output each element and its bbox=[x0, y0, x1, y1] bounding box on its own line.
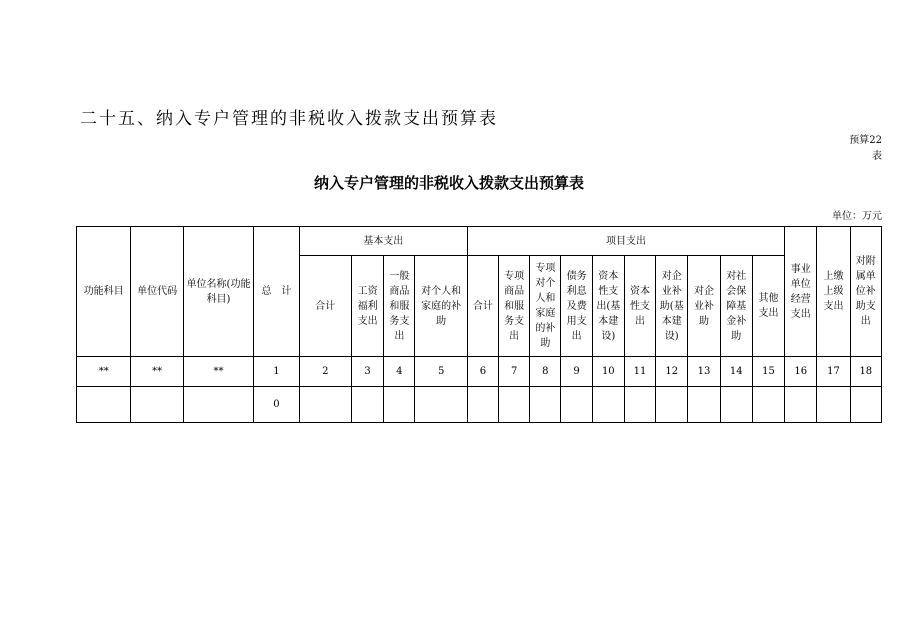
header-upper-remit: 上缴上级支出 bbox=[817, 227, 850, 357]
section-title: 二十五、纳入专户管理的非税收入拨款支出预算表 bbox=[80, 109, 498, 129]
header-basic-sum: 合计 bbox=[299, 256, 351, 357]
header-enterprise: 对企业补助 bbox=[688, 256, 720, 357]
header-total: 总 计 bbox=[254, 227, 299, 357]
index-cell: 7 bbox=[499, 357, 530, 387]
data-cell bbox=[850, 387, 881, 423]
header-goods: 一般商品和服务支出 bbox=[384, 256, 415, 357]
index-cell: ** bbox=[183, 357, 254, 387]
header-project-goods: 专项商品和服务支出 bbox=[499, 256, 530, 357]
index-cell: 12 bbox=[656, 357, 688, 387]
index-cell: 17 bbox=[817, 357, 850, 387]
form-number-line1: 预算22 bbox=[849, 135, 882, 146]
header-business-operation: 事业单位经营支出 bbox=[785, 227, 817, 357]
header-row-1 bbox=[77, 227, 882, 256]
data-cell bbox=[624, 387, 655, 423]
index-cell: 14 bbox=[720, 357, 752, 387]
data-cell bbox=[785, 387, 817, 423]
data-cell bbox=[530, 387, 561, 423]
form-number bbox=[822, 133, 882, 165]
index-cell: 11 bbox=[624, 357, 655, 387]
header-debt: 债务利息及费用支出 bbox=[561, 256, 592, 357]
index-cell: 8 bbox=[530, 357, 561, 387]
budget-table bbox=[76, 226, 882, 423]
header-enterprise-build: 对企业补助(基本建设) bbox=[656, 256, 688, 357]
index-cell: 15 bbox=[752, 357, 784, 387]
header-capital-build: 资本性支出(基本建设) bbox=[592, 256, 624, 357]
index-cell: 10 bbox=[592, 357, 624, 387]
data-cell bbox=[351, 387, 383, 423]
data-cell bbox=[415, 387, 467, 423]
data-cell bbox=[688, 387, 720, 423]
data-cell bbox=[656, 387, 688, 423]
index-cell: 2 bbox=[299, 357, 351, 387]
header-project-expenditure: 项目支出 bbox=[467, 227, 784, 256]
data-cell bbox=[817, 387, 850, 423]
index-cell: 13 bbox=[688, 357, 720, 387]
header-social-security: 对社会保障基金补助 bbox=[720, 256, 752, 357]
data-cell bbox=[183, 387, 254, 423]
index-cell: 9 bbox=[561, 357, 592, 387]
index-cell: ** bbox=[131, 357, 183, 387]
form-number-line2: 表 bbox=[872, 151, 882, 162]
header-basic-expenditure: 基本支出 bbox=[299, 227, 467, 256]
data-cell bbox=[499, 387, 530, 423]
index-cell: ** bbox=[77, 357, 131, 387]
header-unit-name: 单位名称(功能科目) bbox=[183, 227, 254, 357]
header-project-personal: 专项对个人和家庭的补助 bbox=[530, 256, 561, 357]
data-cell bbox=[467, 387, 498, 423]
data-cell bbox=[77, 387, 131, 423]
data-row bbox=[77, 387, 882, 423]
header-other: 其他支出 bbox=[752, 256, 784, 357]
index-cell: 4 bbox=[384, 357, 415, 387]
index-row bbox=[77, 357, 882, 387]
data-cell bbox=[131, 387, 183, 423]
index-cell: 6 bbox=[467, 357, 498, 387]
index-cell: 18 bbox=[850, 357, 881, 387]
index-cell: 1 bbox=[254, 357, 299, 387]
header-unit-code: 单位代码 bbox=[131, 227, 183, 357]
index-cell: 3 bbox=[351, 357, 383, 387]
table-title: 纳入专户管理的非税收入拨款支出预算表 bbox=[313, 174, 584, 192]
data-cell bbox=[752, 387, 784, 423]
header-personal: 对个人和家庭的补助 bbox=[415, 256, 467, 357]
header-wage: 工资福利支出 bbox=[351, 256, 383, 357]
data-cell bbox=[561, 387, 592, 423]
unit-label: 单位：万元 bbox=[832, 211, 882, 222]
header-capital: 资本性支出 bbox=[624, 256, 655, 357]
data-cell bbox=[592, 387, 624, 423]
header-affiliate-subsidy: 对附属单位补助支出 bbox=[850, 227, 881, 357]
data-cell bbox=[384, 387, 415, 423]
data-cell bbox=[299, 387, 351, 423]
index-cell: 5 bbox=[415, 357, 467, 387]
header-project-sum: 合计 bbox=[467, 256, 498, 357]
data-cell-total: 0 bbox=[254, 387, 299, 423]
data-cell bbox=[720, 387, 752, 423]
header-func-subject: 功能科目 bbox=[77, 227, 131, 357]
index-cell: 16 bbox=[785, 357, 817, 387]
